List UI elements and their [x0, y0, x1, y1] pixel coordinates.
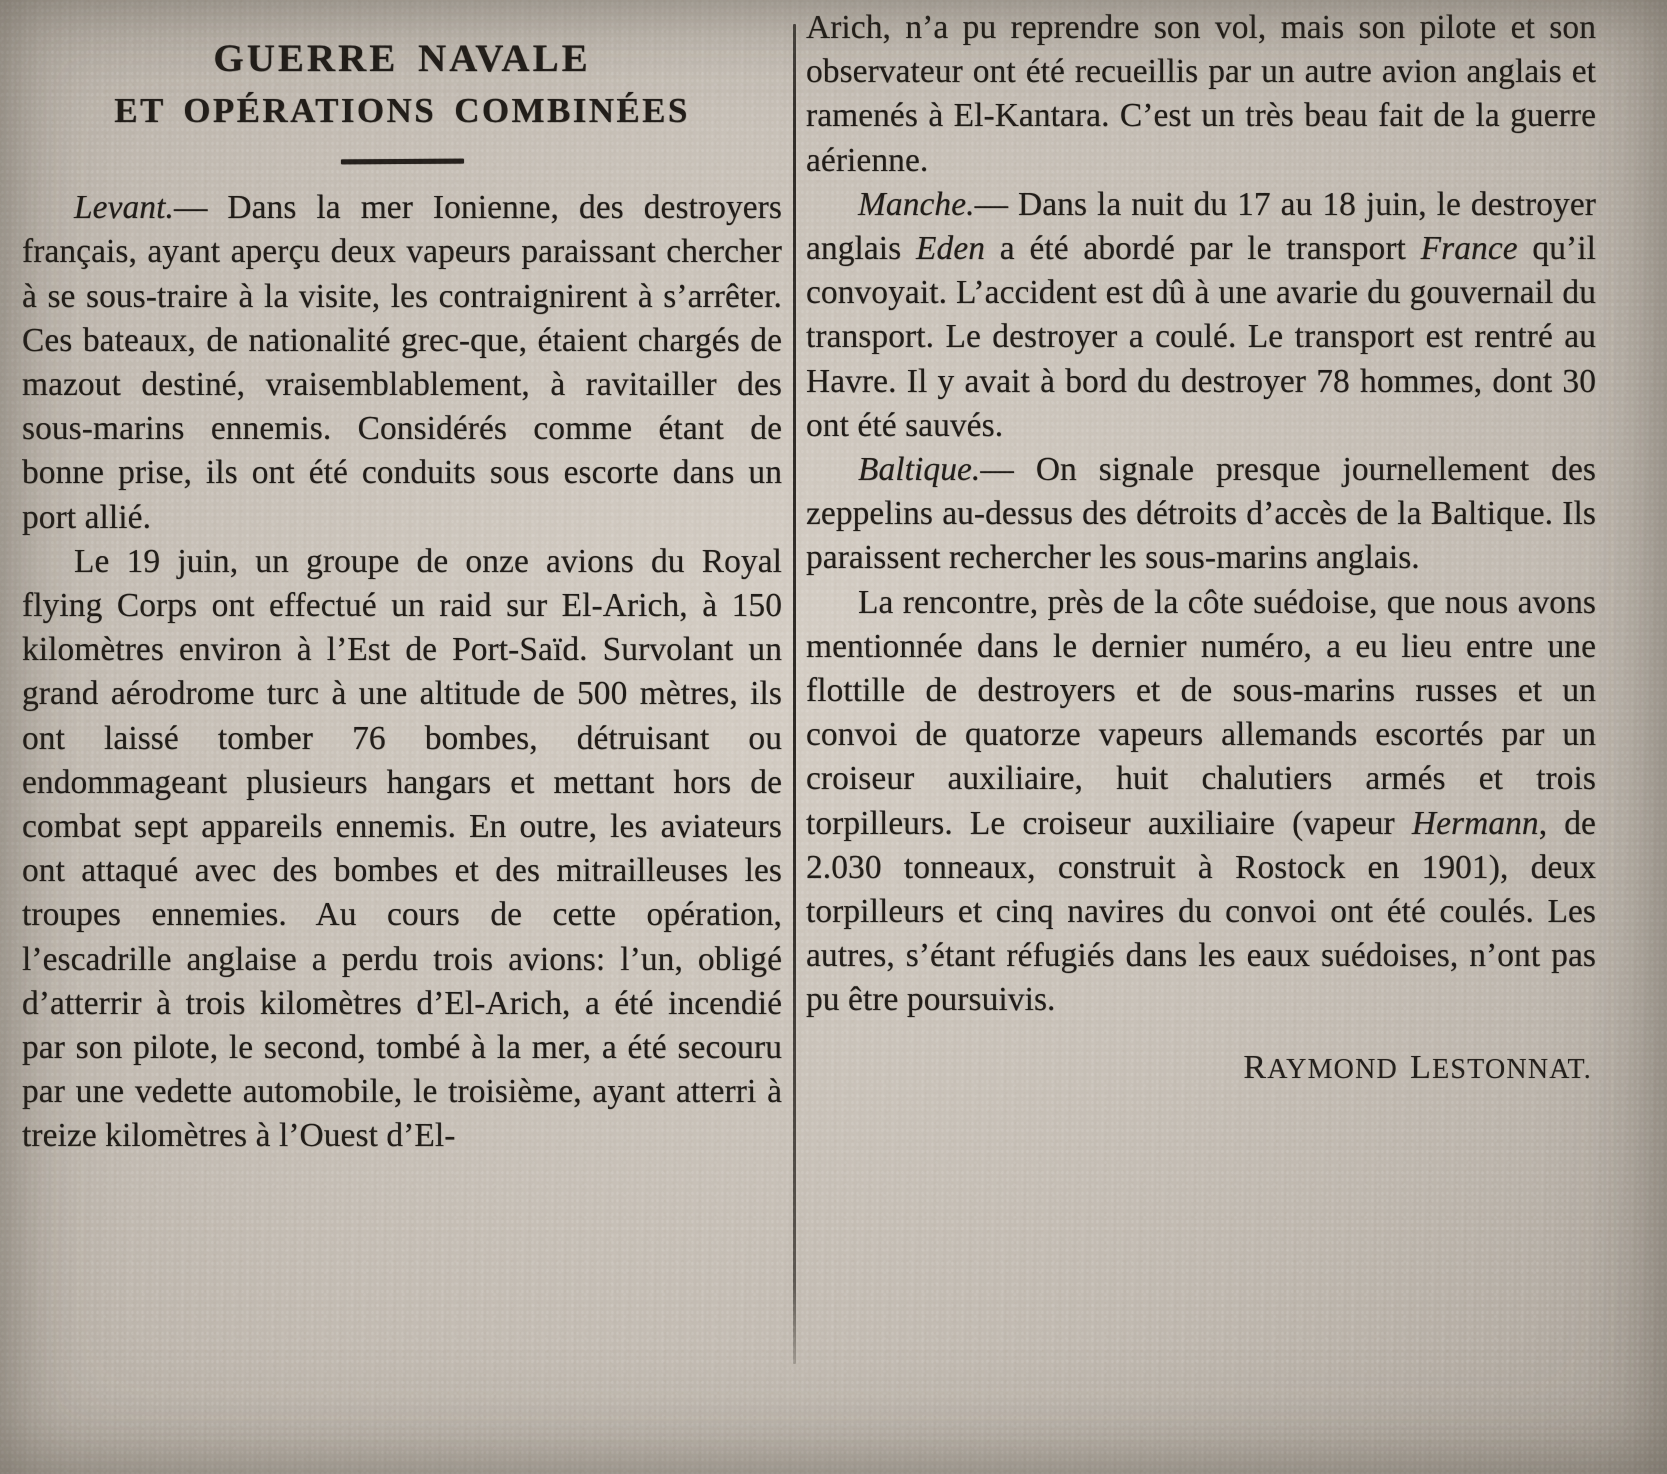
section-label-levant: Levant. [74, 189, 174, 227]
paragraph-levant [22, 186, 782, 540]
em-dash-levant: — [173, 189, 228, 227]
section-label-manche: Manche. [858, 185, 975, 223]
paragraph-manche-text-3: qu’il convoyait. L’accident est dû à une avarie du gouvernail du transport. Le destroyer a coulé. Le transport est rentré au Havre. Il y avait à bord du destroyer 78 hommes, dont 30 ont été sauvés. [806, 230, 1596, 444]
author-signature [806, 1049, 1596, 1087]
paragraph-levant-text: Dans la mer Ionienne, des destroyers français, ayant aperçu deux vapeurs paraissant chercher à se sous-traire à la visite, les contraignirent à s’arrêter. Ces bateaux, de nationalité grec-que, étaient chargés de mazout destiné, vraisemblablement, à ravitailler des sous-marins ennemis. Considérés comme étant de bonne prise, ils ont été conduits sous escorte dans un port allié. [22, 189, 782, 536]
column-divider-rule [793, 24, 796, 1364]
em-dash-baltique: — [980, 451, 1036, 489]
signature-first-name: AYMOND [1267, 1053, 1398, 1085]
em-dash-manche: — [974, 185, 1019, 223]
headline-rule-icon [340, 159, 463, 165]
paragraph-el-arich-raid-text: Le 19 juin, un groupe de onze avions du Royal flying Corps ont effectué un raid sur El-Arich, à 150 kilomètres environ à l’Est de Port-Saïd. Survolant un grand aérodrome turc à une altitude de 500 mètres, ils ont laissé tomber 76 bombes, détruisant ou endommageant plusieurs hangars et mettant hors de combat sept appareils ennemis. En outre, les aviateurs ont attaqué avec des bombes et des mitrailleuses les troupes ennemies. Au cours de cette opération, l’escadrille anglaise a perdu trois avions: l’un, obligé d’atterrir à trois kilomètres d’El-Arich, a été incendié par son pilote, le second, tombé à la mer, a été secouru par une vedette automobile, le troisième, ayant atterri à treize kilomètres à l’Ouest d’El- [22, 542, 782, 1155]
signature-last-initial: L [1410, 1048, 1433, 1086]
ship-name-hermann: Hermann [1411, 804, 1539, 842]
paragraph-manche [806, 183, 1596, 448]
left-column [22, 0, 782, 1159]
section-label-baltique: Baltique. [858, 451, 981, 489]
paragraph-baltique [806, 448, 1596, 581]
paragraph-manche-text-1: Dans la nuit du 17 au 18 juin, le destroyer anglais [806, 185, 1596, 268]
paragraph-rencontre [806, 581, 1596, 1023]
headline-line-1: GUERRE NAVALE [213, 37, 591, 80]
right-column [806, 0, 1596, 1087]
paragraph-el-arich-raid [22, 540, 782, 1159]
paragraph-el-arich-continued-text: Arich, n’a pu reprendre son vol, mais son pilote et son observateur ont été recueillis par un autre avion anglais et ramenés à El-Kantara. C’est un très beau fait de la guerre aérienne. [806, 9, 1596, 179]
headline-line-2: ET OPÉRATIONS COMBINÉES [114, 90, 690, 130]
article-headline [22, 34, 782, 164]
paragraph-baltique-text: On signale presque journellement des zeppelins au-dessus des détroits d’accès de la Baltique. Ils paraissent rechercher les sous-marins anglais. [806, 451, 1596, 577]
paragraph-el-arich-continued [806, 6, 1596, 183]
signature-last-name: ESTONNAT. [1432, 1053, 1592, 1085]
paragraph-rencontre-text-2: , de 2.030 tonneaux, construit à Rostock en 1901), deux torpilleurs et cinq navires du convoi ont été coulés. Les autres, s’étant réfugiés dans les eaux suédoises, n’ont pas pu être poursuivis. [806, 804, 1596, 1019]
signature-first-initial: R [1243, 1048, 1268, 1086]
paragraph-rencontre-text-1: La rencontre, près de la côte suédoise, que nous avons mentionnée dans le dernier numéro, a eu lieu entre une flottille de destroyers et de sous-marins russes et un convoi de quatorze vapeurs allemands escortés par un croiseur auxiliaire, huit chalutiers armés et trois torpilleurs. Le croiseur auxiliaire (vapeur [806, 583, 1596, 842]
ship-name-france: France [1420, 230, 1518, 268]
paragraph-manche-text-2: a été abordé par le transport [985, 230, 1421, 268]
ship-name-eden: Eden [916, 230, 986, 268]
